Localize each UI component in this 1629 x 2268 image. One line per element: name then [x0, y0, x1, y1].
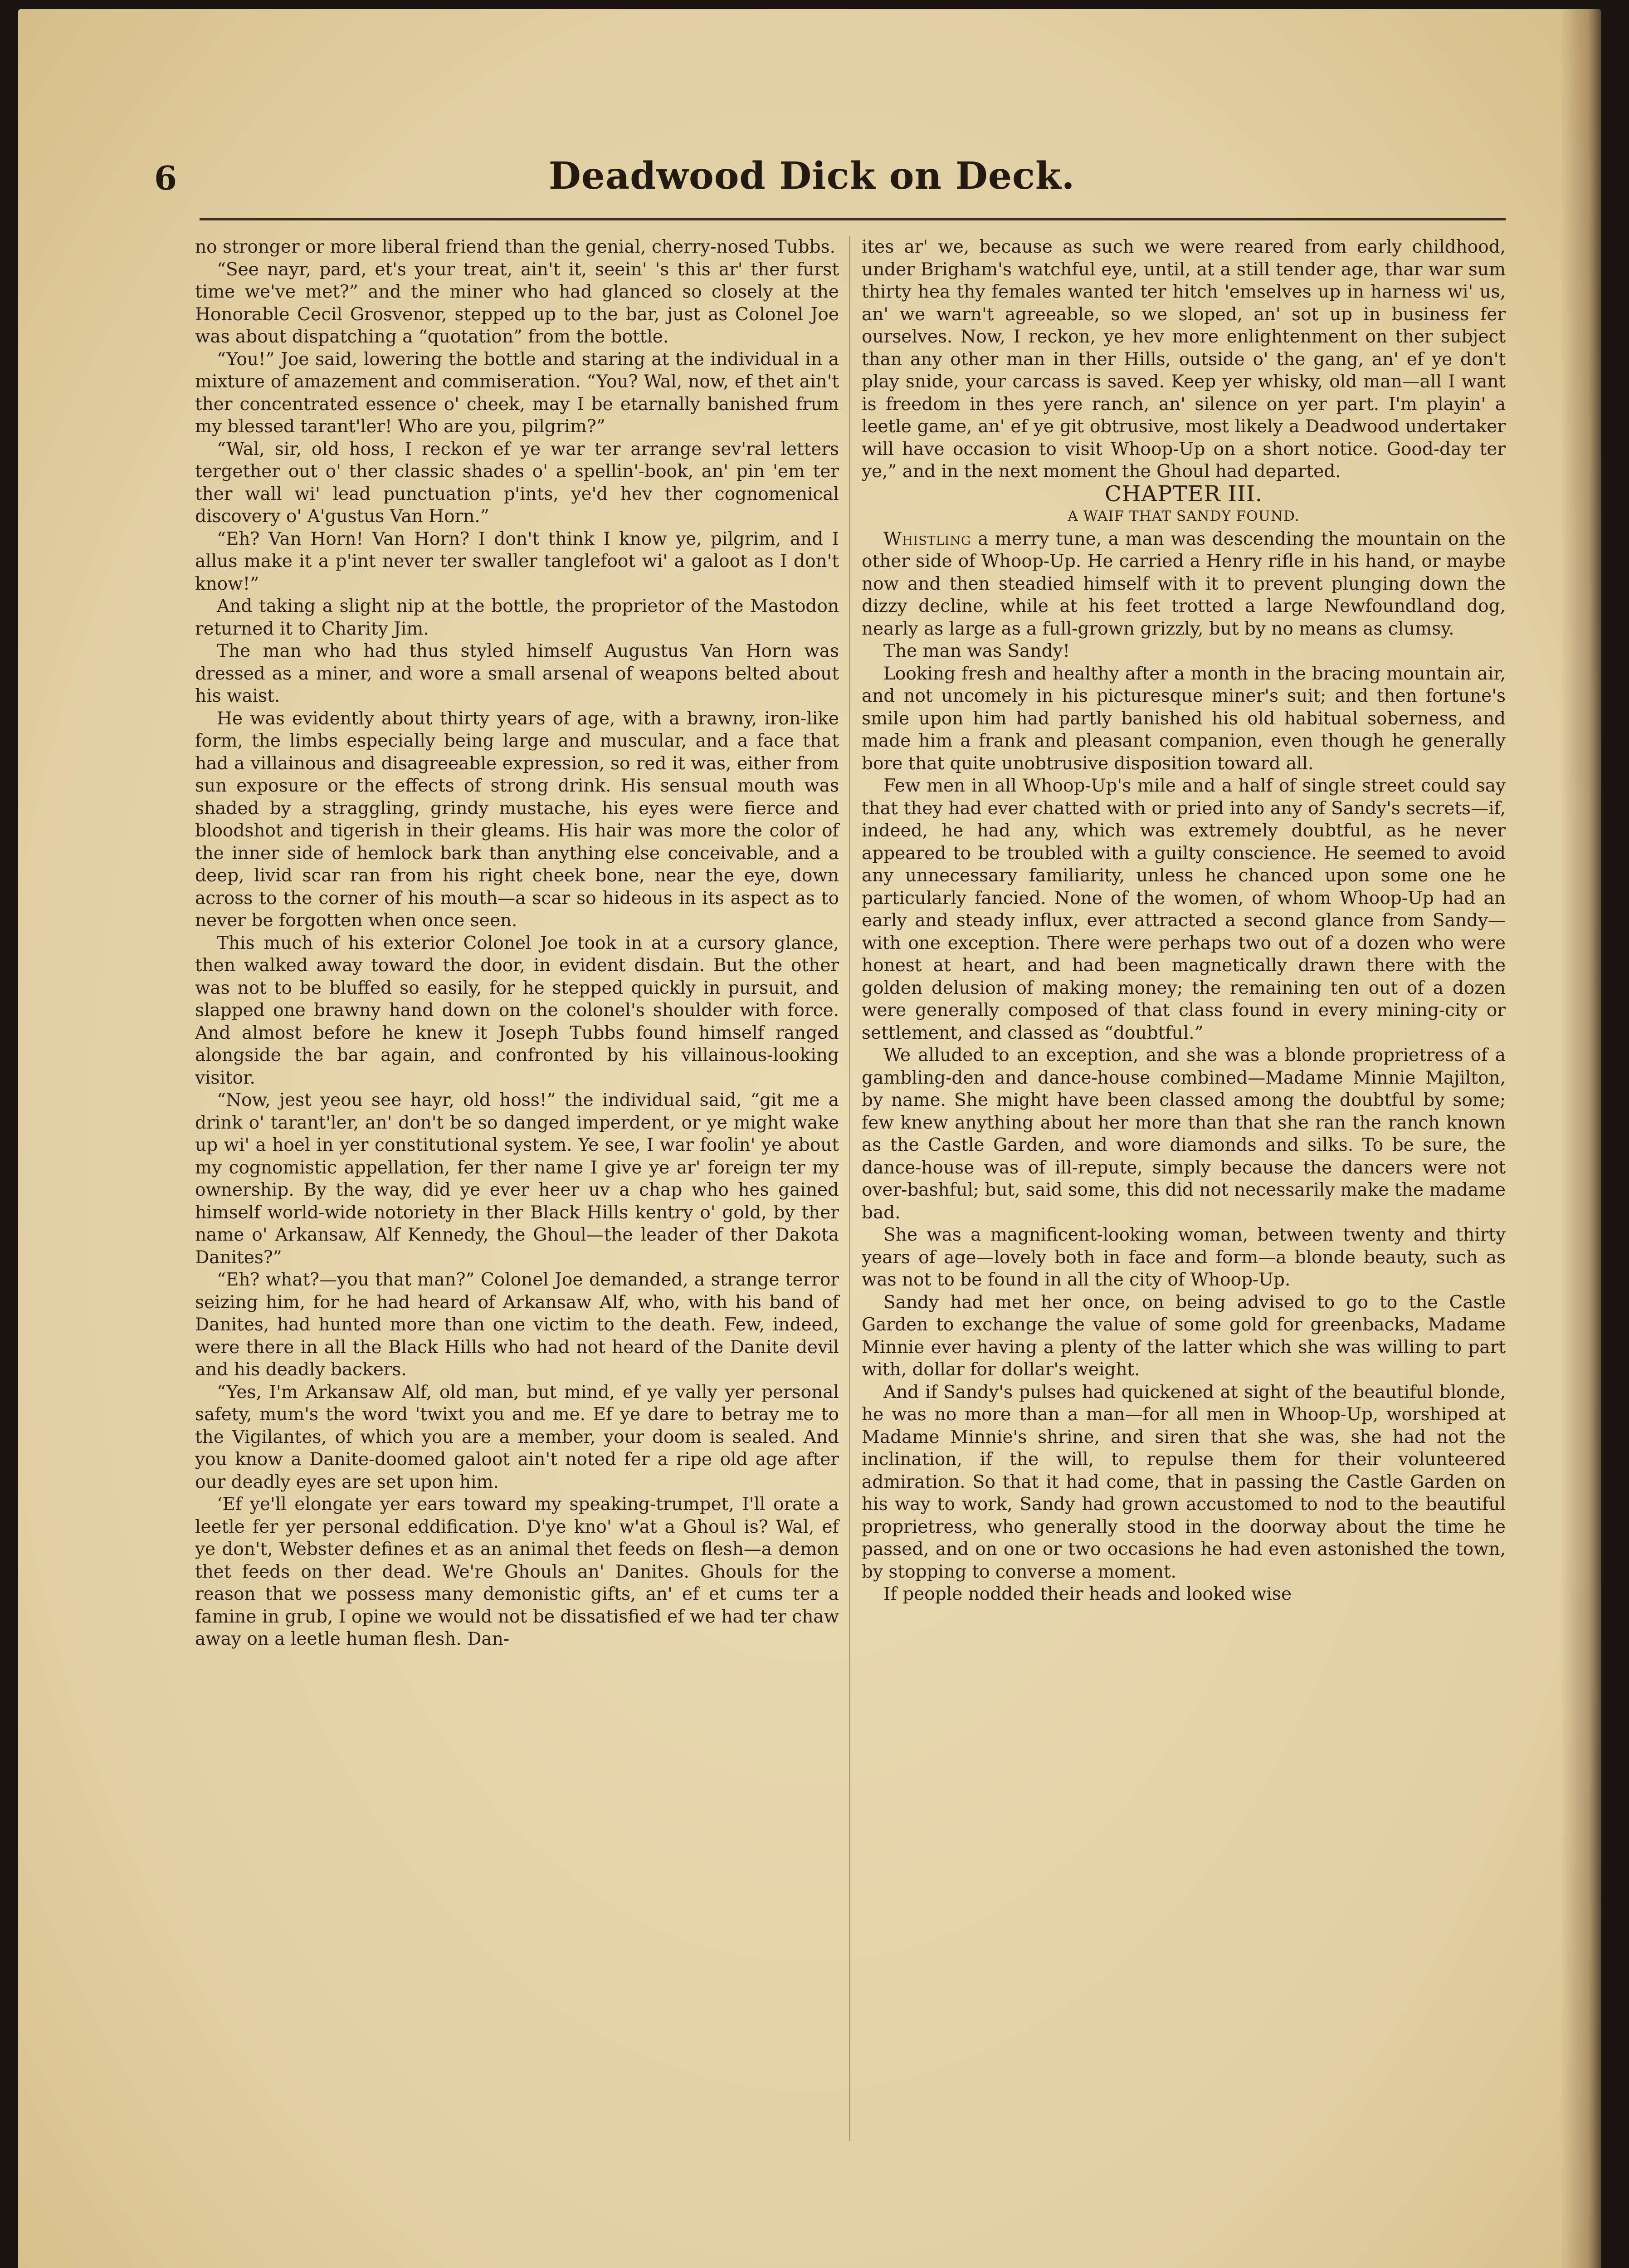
- paragraph: [195, 708, 839, 932]
- paragraph: [195, 595, 839, 640]
- column-divider: [849, 236, 850, 2141]
- paragraph-text: She was a magnificent-looking woman, between twenty and thirty years of age—lovely both in face and form—a blonde beauty, such as was not to be found in all the city of Whoop-Up.: [862, 1225, 1506, 1290]
- paragraph-text: a merry tune, a man was descending the mountain on the other side of Whoop-Up. He carried a Henry rifle in his hand, or maybe now and then steadied himself with it to prevent plunging down the dizzy decline, while at his feet trotted a large Newfoundland dog, nearly as large as a full-grown grizzly, but by no means as clumsy.: [862, 528, 1506, 639]
- paragraph: [862, 1044, 1506, 1224]
- paragraph: [195, 1381, 839, 1494]
- right-column: [862, 236, 1506, 1606]
- paragraph-text: Looking fresh and healthy after a month in the bracing mountain air, and not uncomely in his picturesque miner's suit; and then fortune's smile upon him had partly banished his old habitual soberness, and made him a frank and pleasant companion, even though he generally bore that quite unobtrusive disposition toward all.: [862, 663, 1506, 774]
- paragraph: [195, 1269, 839, 1381]
- paragraph-text: ites ar' we, because as such we were reared from early childhood, under Brigham's watchful eye, until, at a still tender age, thar war sum thirty hea thy females wanted ter hitch 'emselves up in harness wi' us, an' we warn't agreeable, so we sloped, an' sot up in business fer ourselves. Now, I reckon, ye hev more enlightenment on ther subject than any other man in ther Hills, outside o' the gang, an' ef ye don't play snide, your carcass is saved. Keep yer whisky, old man—all I want is freedom in thes yere ranch, an' silence on yer part. I'm playin' a leetle game, an' ef ye git obtrusive, most likely a Deadwood undertaker will have occasion to visit Whoop-Up on a short notice. Good-day ter ye,” and in the next moment the Ghoul had departed.: [862, 237, 1506, 482]
- page-number: 6: [154, 159, 177, 197]
- paragraph-text: no stronger or more liberal friend than the genial, cherry-nosed Tubbs.: [195, 237, 836, 257]
- paragraph: [195, 438, 839, 528]
- right-column-top-text: [862, 236, 1506, 483]
- paragraph: [195, 528, 839, 596]
- paragraph-text: Few men in all Whoop-Up's mile and a half of single street could say that they had ever chatted with or pried into any of Sandy's secrets—if, indeed, he had any, which was extremely doubtful, as he never appeared to be troubled with a guilty conscience. He seemed to avoid any unnecessary familiarity, unless he chanced upon some one he particularly fancied. None of the women, of whom Whoop-Up had an early and steady influx, ever attracted a second glance from Sandy—with one exception. There were perhaps two out of a dozen who were honest at heart, and had been magnetically drawn there with the golden delusion of making money; the remaining ten out of a dozen were generally composed of that class found in every mining-city or settlement, and classed as “doubtful.”: [862, 776, 1506, 1043]
- running-title: Deadwood Dick on Deck.: [548, 154, 1075, 198]
- chapter-lead-word: Whistling: [883, 528, 971, 549]
- paragraph: [862, 1583, 1506, 1606]
- paragraph-text: “Wal, sir, old hoss, I reckon ef ye war ter arrange sev'ral letters tergether out o' ther classic shades o' a spellin'-book, an' pin 'em ter ther wall wi' lead punctuation p'ints, ye'd hev ther cognomenical discovery o' A'gustus Van Horn.”: [195, 439, 839, 527]
- paragraph: [195, 1493, 839, 1651]
- paragraph: [862, 528, 1506, 640]
- header-rule: [200, 218, 1506, 220]
- paragraph: [862, 1381, 1506, 1584]
- paragraph-text: ‘Ef ye'll elongate yer ears toward my speaking-trumpet, I'll orate a leetle fer yer personal eddification. D'ye kno' w'at a Ghoul is? Wal, ef ye don't, Webster defines et as an animal thet feeds on flesh—a demon thet feeds on ther dead. We're Ghouls an' Danites. Ghouls for the reason that we possess many demonistic gifts, an' ef et cums ter a famine in grub, I opine we would not be dissatisfied ef we had ter chaw away on a leetle human flesh. Dan-: [195, 1494, 839, 1649]
- paragraph-text: “Now, jest yeou see hayr, old hoss!” the individual said, “git me a drink o' tarant'ler, an' don't be so danged imperdent, or ye might wake up wi' a hoel in yer constitutional system. Ye see, I war foolin' ye about my cognomistic appellation, fer ther name I give ye ar' foreign ter my ownership. By the way, did ye ever heer uv a chap who hes gained himself world-wide notoriety in ther Black Hills kentry o' gold, by ther name o' Arkansaw, Alf Kennedy, the Ghoul—the leader of ther Dakota Danites?”: [195, 1090, 839, 1268]
- paragraph-text: We alluded to an exception, and she was a blonde proprietress of a gambling-den and dance-house combined—Madame Minnie Majilton, by name. She might have been classed among the doubtful by some; few knew anything about her more than that she ran the ranch known as the Castle Garden, and wore diamonds and silks. To be sure, the dance-house was of ill-repute, simply because the dancers were not over-bashful; but, said some, this did not necessarily make the madame bad.: [862, 1045, 1506, 1223]
- paragraph: [862, 1291, 1506, 1381]
- paragraph-text: Sandy had met her once, on being advised to go to the Castle Garden to exchange the value of some gold for greenbacks, Madame Minnie ever having a plenty of the latter which she was willing to part with, dollar for dollar's weight.: [862, 1292, 1506, 1380]
- right-column-chapter-text: [862, 528, 1506, 1606]
- paragraph: [195, 1089, 839, 1269]
- paragraph-text: “Eh? what?—you that man?” Colonel Joe demanded, a strange terror seizing him, for he had heard of Arkansaw Alf, who, with his band of Danites, had hunted more than one victim to the death. Few, indeed, were there in all the Black Hills who had not heard of the Danite devil and his deadly backers.: [195, 1270, 839, 1380]
- paragraph-text: “Yes, I'm Arkansaw Alf, old man, but mind, ef ye vally yer personal safety, mum's the word 'twixt you and me. Ef ye dare to betray me to the Vigilantes, of which you are a member, your doom is sealed. And you know a Danite-doomed galoot ain't noted fer a ripe old age after our deadly eyes are set upon him.: [195, 1382, 839, 1492]
- paragraph: [195, 259, 839, 348]
- chapter-title: CHAPTER III.: [1104, 481, 1263, 507]
- page-spine-shadow: [1560, 9, 1601, 2268]
- magazine-page: [18, 9, 1601, 2268]
- paragraph-text: “You!” Joe said, lowering the bottle and staring at the individual in a mixture of amazement and commiseration. “You? Wal, now, ef thet ain't ther concentrated essence o' cheek, may I be etarnally banished frum my blessed tarant'ler! Who are you, pilgrim?”: [195, 349, 839, 437]
- paragraph-text: The man was Sandy!: [883, 641, 1070, 661]
- paragraph-text: And taking a slight nip at the bottle, the proprietor of the Mastodon returned it to Charity Jim.: [195, 596, 839, 639]
- paragraph: [195, 236, 839, 259]
- paragraph-text: The man who had thus styled himself Augustus Van Horn was dressed as a miner, and wore a small arsenal of weapons belted about his waist.: [195, 641, 839, 706]
- left-column: [195, 236, 839, 1651]
- paragraph-text: “Eh? Van Horn! Van Horn? I don't think I know ye, pilgrim, and I allus make it a p'int never ter swaller tanglefoot wi' a galoot as I don't know!”: [195, 528, 839, 594]
- paragraph: [862, 640, 1506, 663]
- paragraph: [862, 236, 1506, 483]
- paragraph: [862, 775, 1506, 1044]
- page-header: [154, 154, 1469, 218]
- paragraph: [862, 663, 1506, 775]
- paragraph-text: “See nayr, pard, et's your treat, ain't it, seein' 's this ar' ther furst time we've met?” and the miner who had glanced so closely at the Honorable Cecil Grosvenor, stepped up to the bar, just as Colonel Joe was about dispatching a “quotation” from the bottle.: [195, 259, 839, 347]
- paragraph: [195, 640, 839, 708]
- paragraph: [195, 348, 839, 438]
- paragraph-text: And if Sandy's pulses had quickened at sight of the beautiful blonde, he was no more than a man—for all men in Whoop-Up, worshiped at Madame Minnie's shrine, and siren that she was, she had not the inclination, if the will, to repulse them for their volunteered admiration. So that it had come, that in passing the Castle Garden on his way to work, Sandy had grown accustomed to nod to the beautiful proprietress, who generally stood in the doorway about the time he passed, and on one or two occasions he had even astonished the town, by stopping to converse a moment.: [862, 1382, 1506, 1582]
- paragraph: [862, 1224, 1506, 1291]
- paragraph: [195, 932, 839, 1090]
- paragraph-text: If people nodded their heads and looked wise: [883, 1584, 1292, 1604]
- chapter-subtitle: A WAIF THAT SANDY FOUND.: [1068, 508, 1300, 524]
- paragraph-text: He was evidently about thirty years of age, with a brawny, iron-like form, the limbs especially being large and muscular, and a face that had a villainous and disagreeable expression, so red it was, either from sun exposure or the effects of strong drink. His sensual mouth was shaded by a straggling, grindy mustache, his eyes were fierce and bloodshot and tigerish in their gleams. His hair was more the color of the inner side of hemlock bark than anything else conceivable, and a deep, livid scar ran from his right cheek bone, near the eye, down across to the corner of his mouth—a scar so hideous in its aspect as to never be forgotten when once seen.: [195, 708, 839, 931]
- paragraph-text: This much of his exterior Colonel Joe took in at a cursory glance, then walked away toward the door, in evident disdain. But the other was not to be bluffed so easily, for he stepped quickly in pursuit, and slapped one brawny hand down on the colonel's shoulder with force. And almost before he knew it Joseph Tubbs found himself ranged alongside the bar again, and confronted by his villainous-looking visitor.: [195, 933, 839, 1088]
